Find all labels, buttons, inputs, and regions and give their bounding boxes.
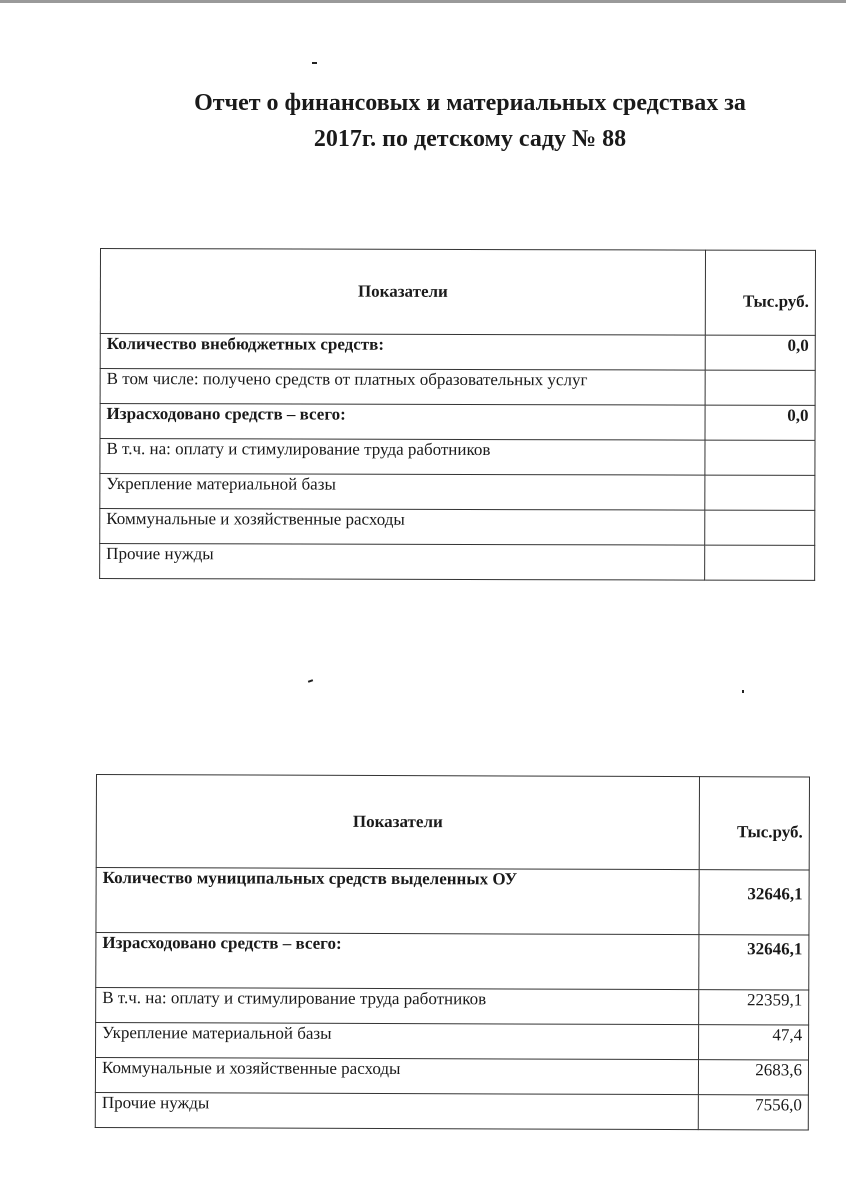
document-title (120, 85, 820, 157)
table-row (96, 988, 809, 1025)
title-line-2: 2017г. по детскому саду № 88 (313, 126, 627, 152)
scan-speck (312, 62, 317, 64)
table-row (100, 334, 815, 371)
table-row (100, 439, 815, 476)
row-value: 0,0 (705, 335, 815, 370)
table-row (95, 1058, 808, 1095)
table-header-row (100, 249, 815, 336)
row-label: Коммунальные и хозяйственные расходы (100, 509, 705, 546)
table-row (100, 404, 815, 441)
municipal-funds-table (95, 774, 810, 1130)
row-label: В т.ч. на: оплату и стимулирование труда работников (96, 988, 699, 1025)
row-value (705, 475, 815, 510)
column-header-amount: Тыс.руб. (705, 250, 815, 335)
table-row (100, 474, 815, 511)
row-label: Израсходовано средств – всего: (96, 933, 699, 990)
table-row (100, 369, 815, 406)
table-row (100, 544, 815, 581)
column-header-indicators: Показатели (100, 249, 705, 336)
table-row (100, 509, 815, 546)
row-value: 32646,1 (699, 870, 809, 935)
table-row (95, 1092, 808, 1129)
row-value (705, 370, 815, 405)
extrabudget-table (99, 248, 816, 581)
table-row (96, 1023, 809, 1060)
row-label: Прочие нужды (95, 1092, 698, 1129)
row-label: Израсходовано средств – всего: (100, 404, 705, 441)
column-header-amount: Тыс.руб. (699, 777, 809, 870)
row-value: 7556,0 (698, 1095, 808, 1130)
row-value (705, 545, 815, 580)
table-header-row (96, 775, 809, 870)
row-value: 2683,6 (698, 1060, 808, 1095)
row-label: В том числе: получено средств от платных образовательных услуг (100, 369, 705, 406)
row-label: Коммунальные и хозяйственные расходы (95, 1058, 698, 1095)
row-value (705, 440, 815, 475)
column-header-indicators: Показатели (96, 775, 699, 870)
row-label: В т.ч. на: оплату и стимулирование труда работников (100, 439, 705, 476)
title-line-1: Отчет о финансовых и материальных средствах за (194, 90, 746, 116)
row-value: 0,0 (705, 405, 815, 440)
row-label: Количество внебюджетных средств: (100, 334, 705, 371)
row-value (705, 510, 815, 545)
table-row (96, 933, 809, 990)
table-row (96, 868, 809, 935)
row-label: Укрепление материальной базы (100, 474, 705, 511)
row-value: 32646,1 (699, 935, 809, 990)
scan-speck (308, 679, 313, 683)
row-value: 47,4 (699, 1025, 809, 1060)
row-value: 22359,1 (699, 990, 809, 1025)
row-label: Количество муниципальных средств выделенных ОУ (96, 868, 699, 935)
row-label: Укрепление материальной базы (96, 1023, 699, 1060)
scan-speck (742, 690, 744, 693)
scan-top-edge (0, 0, 846, 3)
row-label: Прочие нужды (100, 544, 705, 581)
